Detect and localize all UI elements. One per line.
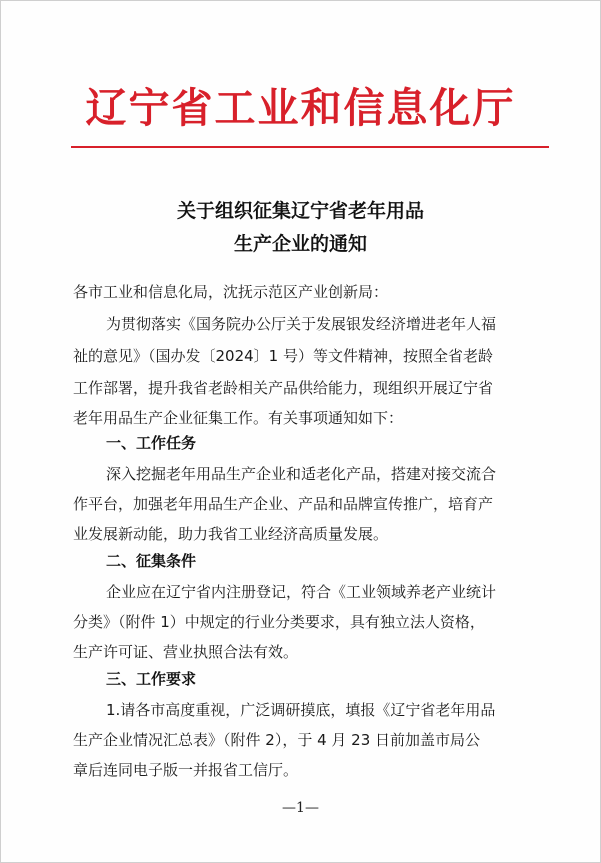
- section-1-line-3: 业发展新动能，助力我省工业经济高质量发展。: [73, 525, 389, 543]
- section-3-line-1: 1.请各市高度重视，广泛调研摸底，填报《辽宁省老年用品: [106, 701, 496, 719]
- letterhead-divider: [71, 146, 549, 148]
- section-heading-3: 三、工作要求: [106, 670, 197, 688]
- intro-line-2: 祉的意见》（国办发〔2024〕1 号）等文件精神，按照全省老龄: [73, 347, 493, 365]
- section-heading-2: 二、征集条件: [106, 552, 197, 570]
- intro-line-4: 老年用品生产企业征集工作。有关事项通知如下：: [73, 409, 404, 427]
- section-3-line-2: 生产企业情况汇总表》（附件 2），于 4 月 23 日前加盖市局公: [73, 731, 481, 749]
- section-heading-1: 一、工作任务: [106, 434, 197, 452]
- letterhead-title: 辽宁省工业和信息化厅: [85, 84, 516, 132]
- section-2-line-1: 企业应在辽宁省内注册登记，符合《工业领域养老产业统计: [106, 583, 497, 601]
- intro-line-3: 工作部署，提升我省老龄相关产品供给能力，现组织开展辽宁省: [73, 379, 494, 397]
- section-2-line-3: 生产许可证、营业执照合法有效。: [73, 643, 299, 661]
- section-1-line-1: 深入挖掘老年用品生产企业和适老化产品，搭建对接交流合: [106, 465, 497, 483]
- document-title-line-1: 关于组织征集辽宁省老年用品: [176, 200, 424, 222]
- salutation: 各市工业和信息化局，沈抚示范区产业创新局：: [73, 283, 389, 301]
- document-title-line-2: 生产企业的通知: [233, 233, 367, 255]
- section-3-line-3: 章后连同电子版一并报省工信厅。: [73, 761, 299, 779]
- section-2-line-2: 分类》（附件 1）中规定的行业分类要求，具有独立法人资格，: [73, 613, 485, 631]
- intro-line-1: 为贯彻落实《国务院办公厅关于发展银发经济增进老年人福: [106, 315, 497, 333]
- page-number: —1—: [282, 800, 319, 816]
- section-1-line-2: 作平台，加强老年用品生产企业、产品和品牌宣传推广，培育产: [73, 495, 494, 513]
